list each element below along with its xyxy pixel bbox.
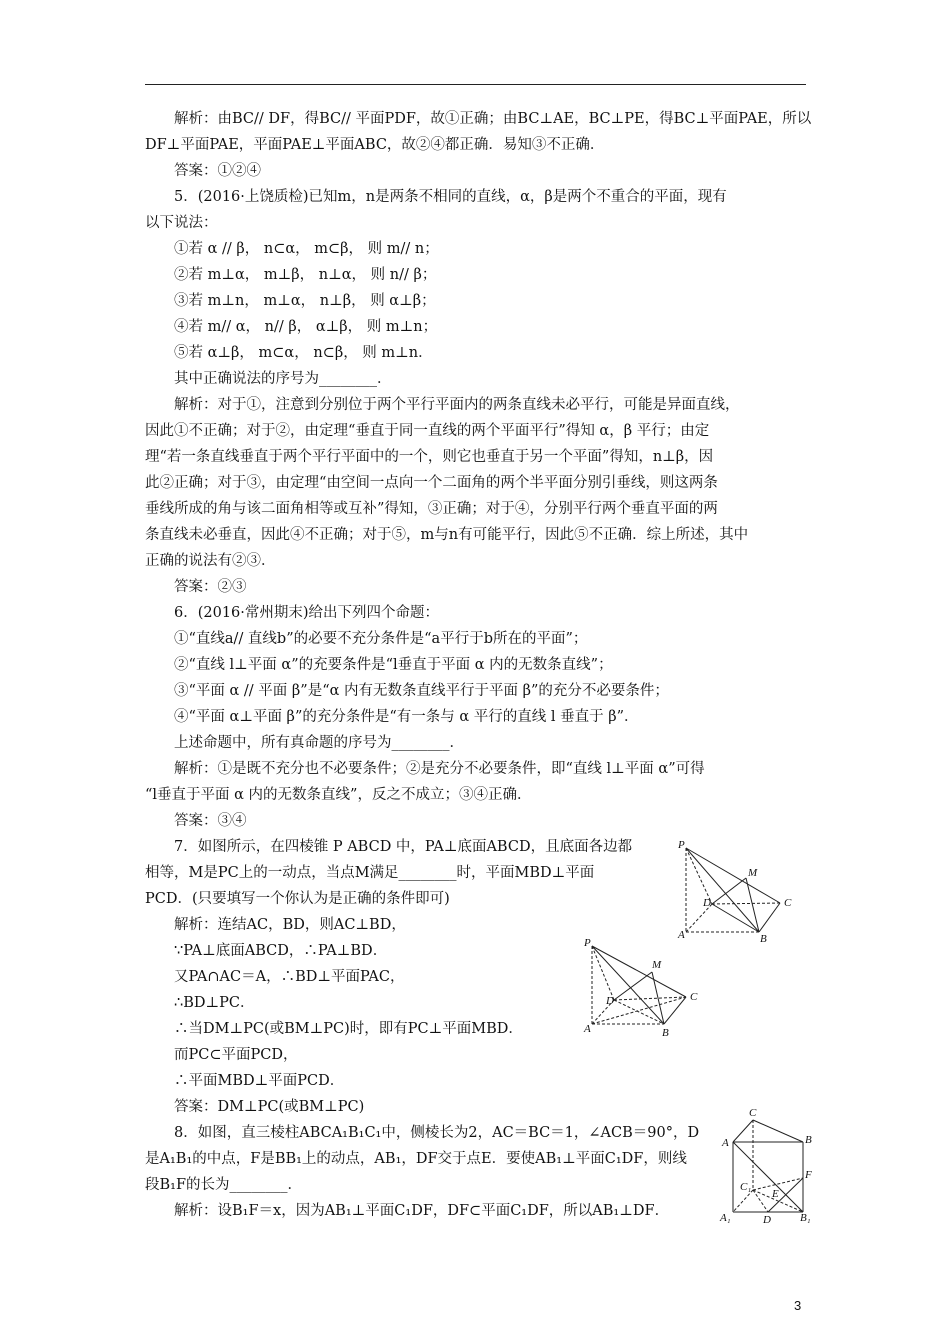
label-C: C xyxy=(690,991,698,1003)
text-line: ④“平面 α⊥平面 β”的充分条件是“有一条与 α 平行的直线 l 垂直于 β”． xyxy=(174,709,639,725)
text-line: PCD．(只要填写一个你认为是正确的条件即可) xyxy=(145,891,450,907)
text-line: ②“直线 l⊥平面 α”的充要条件是“l垂直于平面 α 内的无数条直线”； xyxy=(174,657,613,673)
text-line: 解析：连结AC，BD，则AC⊥BD， xyxy=(174,917,406,933)
text-line: 解析：对于①，注意到分别位于两个平行平面内的两条直线未必平行，可能是异面直线， xyxy=(174,397,740,413)
text-line: 答案：③④ xyxy=(174,813,247,829)
text-line: 是A₁B₁的中点，F是BB₁上的动点，AB₁，DF交于点E．要使AB₁⊥平面C₁DF，则线 xyxy=(145,1151,687,1167)
label-D: D xyxy=(763,1214,771,1226)
text-line: 解析：①是既不充分也不必要条件；②是充分不必要条件，即“直线 l⊥平面 α”可得 xyxy=(174,761,705,777)
text-line: ∴平面MBD⊥平面PCD． xyxy=(174,1073,345,1089)
text-line: 垂线所成的角与该二面角相等或互补”得知，③正确；对于④，分别平行两个垂直平面的两 xyxy=(145,501,718,517)
text-line: 此②正确；对于③，由定理“由空间一点向一个二面角的两个半平面分别引垂线，则这两条 xyxy=(145,475,718,491)
text-line: ∴BD⊥PC． xyxy=(174,995,255,1011)
label-C: C xyxy=(749,1107,757,1119)
text-line: 7．如图所示，在四棱锥 P ABCD 中，PA⊥底面ABCD，且底面各边都 xyxy=(174,839,633,855)
prism-figure xyxy=(716,1106,816,1226)
label-C1: C₁ xyxy=(740,1181,752,1193)
text-line: 8．如图，直三棱柱ABCA₁B₁C₁中，侧棱长为2，AC＝BC＝1，∠ACB＝90°，D xyxy=(174,1125,700,1141)
text-line: ①若 α // β， n⊂α， m⊂β， 则 m// n； xyxy=(174,241,439,257)
text-line: 5．(2016·上饶质检)已知m，n是两条不相同的直线，α，β是两个不重合的平面，现有 xyxy=(174,189,727,205)
page-number: 3 xyxy=(794,1298,802,1313)
label-D: D xyxy=(703,897,711,909)
label-A: A xyxy=(722,1137,729,1149)
label-C: C xyxy=(784,897,792,909)
text-line: 条直线未必垂直，因此④不正确；对于⑤，m与n有可能平行，因此⑤不正确．综上所述，其中 xyxy=(145,527,749,543)
text-line: 段B₁F的长为________． xyxy=(145,1177,303,1193)
text-line: ②若 m⊥α， m⊥β， n⊥α， 则 n// β； xyxy=(174,267,437,283)
text-line: 解析：设B₁F＝x，因为AB₁⊥平面C₁DF，DF⊂平面C₁DF，所以AB₁⊥DF． xyxy=(174,1203,670,1219)
label-M: M xyxy=(748,867,758,879)
label-B: B xyxy=(805,1134,812,1146)
text-line: ⑤若 α⊥β， m⊂α， n⊂β， 则 m⊥n． xyxy=(174,345,433,361)
label-E: E xyxy=(772,1188,779,1200)
text-line: ①“直线a// 直线b”的必要不充分条件是“a平行于b所在的平面”； xyxy=(174,631,588,647)
label-P: P xyxy=(584,937,591,949)
text-line: 正确的说法有②③． xyxy=(145,553,276,569)
text-line: DF⊥平面PAE，平面PAE⊥平面ABC，故②④都正确．易知③不正确． xyxy=(145,137,605,153)
label-F: F xyxy=(805,1169,812,1181)
text-line: 上述命题中，所有真命题的序号为________． xyxy=(174,735,464,751)
pyramid-figure-2 xyxy=(580,934,705,1039)
label-M: M xyxy=(652,959,662,971)
text-line: ③“平面 α // 平面 β”是“α 内有无数条直线平行于平面 β”的充分不必要条件； xyxy=(174,683,669,699)
label-A1: A₁ xyxy=(720,1212,731,1224)
text-line: 理“若一条直线垂直于两个平行平面中的一个，则它也垂直于另一个平面”得知，n⊥β，因 xyxy=(145,449,714,465)
header-rule xyxy=(145,84,806,85)
text-line: 因此①不正确；对于②，由定理“垂直于同一直线的两个平面平行”得知 α，β 平行；由定 xyxy=(145,423,710,439)
label-D: D xyxy=(606,995,614,1007)
label-B: B xyxy=(760,933,767,945)
text-line: 而PC⊂平面PCD， xyxy=(174,1047,298,1063)
text-line: ∴当DM⊥PC(或BM⊥PC)时，即有PC⊥平面MBD． xyxy=(174,1021,523,1037)
text-line: 相等，M是PC上的一动点，当点M满足________时，平面MBD⊥平面 xyxy=(145,865,595,881)
text-line: 其中正确说法的序号为________． xyxy=(174,371,392,387)
label-A: A xyxy=(584,1023,591,1035)
text-line: 答案：②③ xyxy=(174,579,247,595)
pyramid-figure-1 xyxy=(676,836,806,946)
label-P: P xyxy=(678,839,685,851)
text-line: 又PA∩AC＝A，∴BD⊥平面PAC， xyxy=(174,969,405,985)
text-line: “l垂直于平面 α 内的无数条直线”，反之不成立；③④正确． xyxy=(145,787,532,803)
text-line: 6．(2016·常州期末)给出下列四个命题： xyxy=(174,605,440,621)
text-line: 以下说法： xyxy=(145,215,218,231)
text-line: ④若 m// α， n// β， α⊥β， 则 m⊥n； xyxy=(174,319,438,335)
label-B: B xyxy=(662,1027,669,1039)
text-line: ∵PA⊥底面ABCD，∴PA⊥BD． xyxy=(174,943,388,959)
text-line: ③若 m⊥n， m⊥α， n⊥β， 则 α⊥β； xyxy=(174,293,436,309)
label-A: A xyxy=(678,929,685,941)
label-B1: B₁ xyxy=(800,1212,811,1224)
text-line: 答案：①②④ xyxy=(174,163,261,179)
text-line: 解析：由BC// DF，得BC// 平面PDF，故①正确；由BC⊥AE，BC⊥PE，得BC⊥平面PAE，所以 xyxy=(174,111,812,127)
text-line: 答案：DM⊥PC(或BM⊥PC) xyxy=(174,1099,365,1115)
